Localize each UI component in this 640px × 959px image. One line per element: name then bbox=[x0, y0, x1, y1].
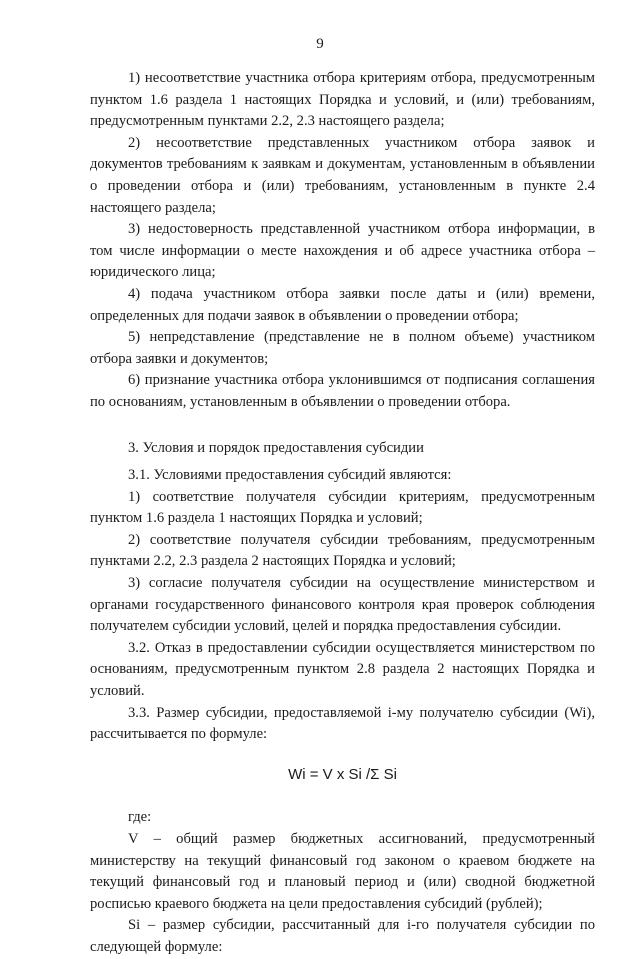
paragraph: 1) соответствие получателя субсидии критериям, предусмотренным пунктом 1.6 раздела 1 настоящих Порядка и условий; bbox=[90, 488, 595, 527]
paragraph: 2) соответствие получателя субсидии требованиям, предусмотренным пунктами 2.2, 2.3 раздела 2 настоящих Порядка и условий; bbox=[90, 531, 595, 570]
section-heading: 3. Условия и порядок предоставления субсидии bbox=[128, 439, 424, 456]
paragraph: 1) несоответствие участника отбора критериям отбора, предусмотренным пунктом 1.6 раздела 1 настоящих Порядка и условий, и (или) требованиям, предусмотренным пунктами 2.2, 2.3 настоящего раздела; bbox=[90, 70, 595, 130]
paragraph: 3.2. Отказ в предоставлении субсидии осуществляется министерством по основаниям, предусмотренным пунктом 2.8 раздела 2 настоящих Порядка и условий. bbox=[90, 639, 595, 700]
paragraph: 3.3. Размер субсидии, предоставляемой i-му получателю субсидии (Wi), рассчитывается по формуле: bbox=[90, 704, 595, 743]
paragraph: 2) несоответствие представленных участником отбора заявок и документов требованиям к заявкам и документам, установленным в объявлении о проведении отбора и (или) требованиям, установленным в пункте 2.4 настоящего раздела; bbox=[90, 134, 595, 216]
paragraph: 6) признание участника отбора уклонившимся от подписания соглашения по основаниям, установленным в объявлении о проведении отбора. bbox=[90, 372, 595, 410]
paragraph: 3) согласие получателя субсидии на осуществление министерством и органами государственного финансового контроля края проверок соблюдения получателем субсидии условий, целей и порядка предоставления субсидии. bbox=[90, 575, 595, 635]
paragraph: Si – размер субсидии, рассчитанный для i-го получателя субсидии по следующей формуле: bbox=[90, 917, 595, 955]
page-number: 9 bbox=[316, 36, 324, 52]
paragraph: 3.1. Условиями предоставления субсидий являются: bbox=[128, 467, 452, 484]
document-body bbox=[90, 68, 595, 959]
paragraph: 5) непредставление (представление не в полном объеме) участником отбора заявки и документов; bbox=[90, 329, 595, 367]
paragraph: 4) подача участником отбора заявки после даты и (или) времени, определенных для подачи заявок в объявлении о проведении отбора; bbox=[90, 285, 595, 324]
where-label: где: bbox=[128, 809, 152, 826]
paragraph: V – общий размер бюджетных ассигнований, предусмотренный министерству на текущий финансовый год законом о краевом бюджете на текущий финансовый год и плановый период и (или) сводной бюджетной росписью краевого бюджета на цели предоставления субсидий (рублей); bbox=[90, 831, 595, 912]
paragraph: 3) недостоверность представленной участником отбора информации, в том числе информации о месте нахождения и об адресе участника отбора – юридического лица; bbox=[90, 221, 595, 281]
formula: Wi = V x Si /Σ Si bbox=[288, 765, 397, 783]
